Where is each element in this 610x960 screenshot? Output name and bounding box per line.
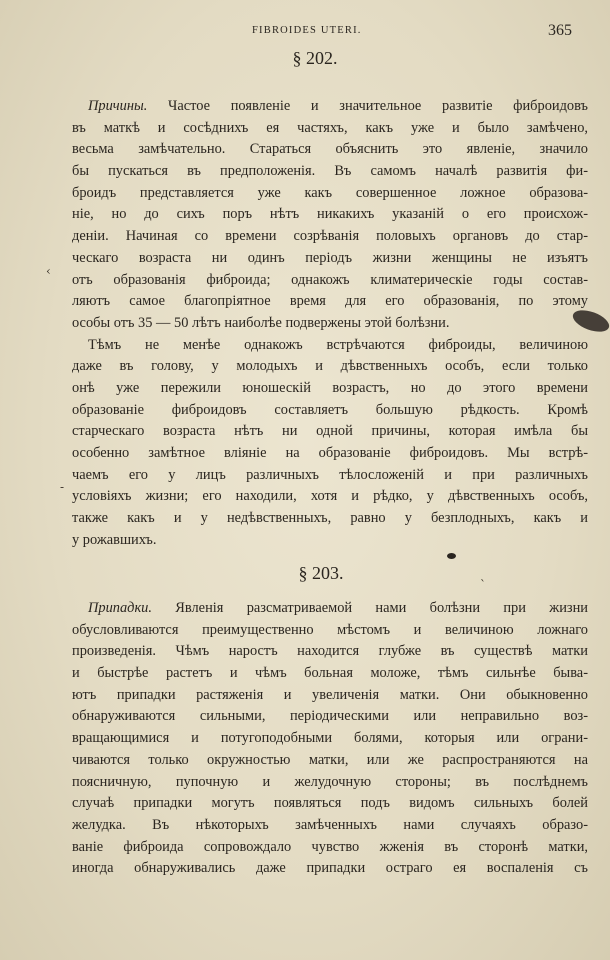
text-line: Припадки. Явленія разсматриваемой нами болѣзни при жизни	[88, 600, 588, 616]
text-line: весьма замѣчательно. Стараться объяснить это явленіе, значило	[72, 141, 588, 158]
text-line: обусловливаются преимущественно мѣстомъ и величиною ложнаго	[72, 621, 588, 638]
text-line: желудка. Въ нѣкоторыхъ замѣченныхъ нами случаяхъ образо-	[72, 816, 588, 833]
text-line: деніи. Начиная со времени созрѣванія половыхъ органовъ до стар-	[72, 228, 588, 245]
margin-mark: ˋ	[480, 578, 486, 592]
paragraph-lead: Припадки.	[88, 600, 152, 616]
text-line: ческаго возраста ни одинъ періодъ жизни женщины не изъятъ	[72, 249, 588, 266]
text-line: отъ образованія фиброида; однакожъ климатерическіе годы состав-	[72, 271, 588, 288]
ink-blot	[447, 553, 456, 559]
section-heading-203: § 203.	[298, 563, 344, 583]
text-line: даже въ голову, у молодыхъ и дѣвственныхъ особъ, если только	[72, 358, 588, 375]
text-line: Тѣмъ не менѣе однакожъ встрѣчаются фиброиды, величиною	[88, 336, 588, 353]
text-line: произведенія. Чѣмъ наростъ находится глубже въ существѣ матки	[72, 643, 588, 660]
text-line: у рожавшихъ.	[72, 531, 157, 548]
text-line: броидъ представляется уже какъ совершенное ложное образова-	[72, 184, 588, 201]
text-line: поясничную, пупочную и желудочную стороны; въ послѣднемъ	[72, 773, 588, 790]
text-line: особы отъ 35 — 50 лѣтъ наиболѣе подвержены этой болѣзни.	[72, 314, 450, 331]
text-line: ютъ припадки растяженія и увеличенія матки. Они обыкновенно	[72, 686, 588, 703]
text-line: особенно замѣтное вліяніе на образованіе фиброидовъ. Мы встрѣ-	[72, 445, 588, 461]
paragraph-lead: Причины.	[88, 98, 148, 114]
text-line: Причины. Частое появленіе и значительное развитіе фиброидовъ	[88, 98, 588, 114]
section-203-text	[72, 598, 588, 880]
margin-mark: ‹	[46, 264, 51, 278]
text-line: онѣ уже пережили юношескій возрастъ, но до этого времени	[72, 379, 588, 396]
text-line: образованіе фиброидовъ составляетъ большую рѣдкость. Кромѣ	[72, 401, 588, 418]
margin-mark: -	[60, 480, 65, 494]
text-line: бы пускаться въ предположенія. Въ самомъ началѣ развитія фи-	[72, 163, 588, 180]
text-line: и быстрѣе растетъ и чѣмъ больная моложе, тѣмъ сильнѣе быва-	[72, 665, 588, 682]
text-line: ваніе фиброида сопровождало чувство жженія въ сторонѣ матки,	[72, 838, 588, 855]
text-line: чаемъ его у лицъ различныхъ тѣлосложеній и при различныхъ	[72, 466, 588, 483]
text-line: обнаруживаются сильными, періодическими или неправильно воз-	[72, 708, 588, 725]
text-line: ляютъ самое благопріятное время для его образованія, по этому	[72, 293, 588, 310]
text-line: случаѣ припадки могутъ появляться подъ видомъ сильныхъ болей	[72, 795, 588, 812]
page-number: 365	[548, 22, 572, 39]
text-line: вращающимися и потугоподобными болями, которыя или ограни-	[72, 730, 588, 747]
page-header	[0, 22, 610, 42]
text-line: старческаго возраста нѣтъ ни одной причины, которая имѣла бы	[72, 423, 588, 440]
section-202-text	[72, 96, 588, 551]
text-line: въ маткѣ и сосѣднихъ ея частяхъ, какъ уже и было замѣчено,	[72, 119, 588, 136]
section-heading-202: § 202.	[292, 48, 338, 68]
text-line: иногда обнаруживались даже припадки остраго ея воспаленія съ	[72, 860, 588, 877]
text-line: условіяхъ жизни; его находили, хотя и рѣдко, у дѣвственныхъ особъ,	[72, 488, 588, 505]
text-line: чиваются только окружностью матки, или же распространяются на	[72, 751, 588, 768]
text-line: ніе, но до сихъ поръ нѣтъ никакихъ указаній о его происхож-	[72, 206, 588, 223]
text-line: также какъ и у недѣвственныхъ, равно у безплодныхъ, какъ и	[72, 510, 588, 527]
running-head: FIBROIDES UTERI.	[252, 25, 362, 36]
